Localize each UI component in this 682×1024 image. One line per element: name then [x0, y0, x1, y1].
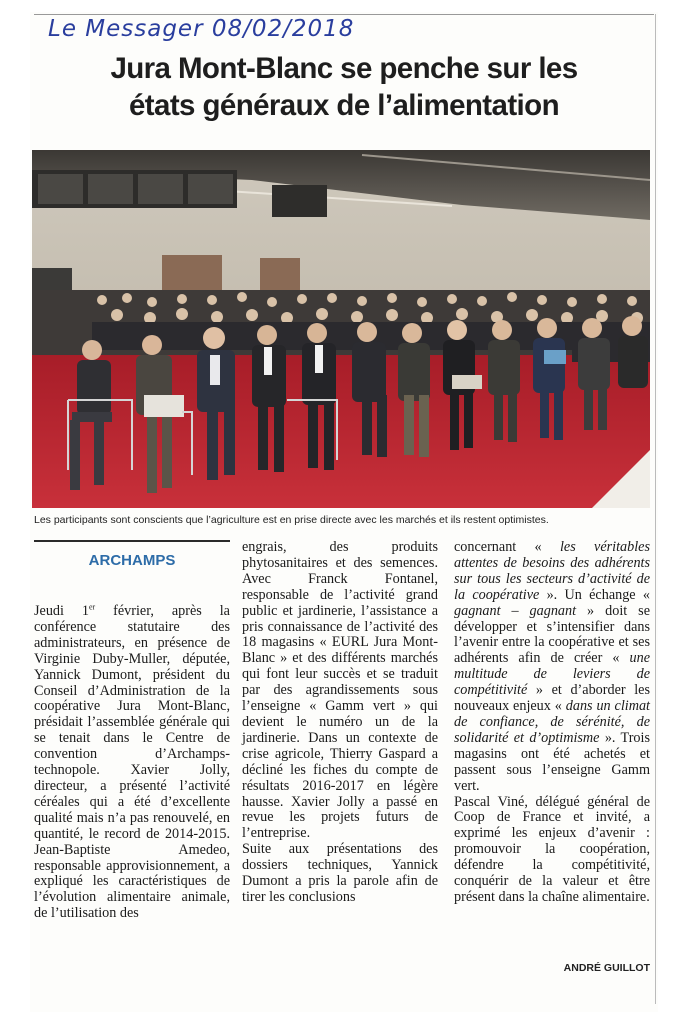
handwritten-source-note: Le Messager 08/02/2018 [48, 16, 355, 42]
article-headline [34, 50, 654, 124]
clipping-right-edge [655, 14, 656, 1004]
article-column-3 [454, 540, 650, 906]
article-author: ANDRÉ GUILLOT [563, 962, 650, 974]
article-column-2 [242, 540, 438, 906]
col3-paragraph-2: Pascal Viné, délégué général de Coop de France et invité, a exprimé les enjeux d’avenir : promouvoir la coopération, défendre la compétitivité, conquérir de la valeur et être présent dans la chaîne alimentaire. [454, 793, 650, 905]
clipping-top-edge [34, 14, 654, 15]
col3-paragraph-1: concernant « les véritables attentes de besoins des adhérents sur tous les secteurs d’activité de la coopérative ». Un échange « gagnant – gagnant » doit se développer et s’intensifier dans l’avenir entre la coopérative et ses adhérents afin de créer « une multitude de leviers de compétitivité » et d’aborder les nouveaux enjeux « dans un climat de confiance, de sérénité, de solidarité et d’optimisme ». Trois magasins ont été achetés et passent sous l’enseigne Gamm vert. [454, 539, 651, 794]
col2-paragraph-2: Suite aux présentations des dossiers techniques, Yannick Dumont a pris la parole afin de tirer les conclusions [242, 841, 438, 905]
photo-caption: Les participants sont conscients que l’agriculture est en prise directe avec les marchés et ils restent optimistes. [34, 514, 549, 526]
conference-photo [32, 150, 650, 508]
headline-line-1: Jura Mont-Blanc se penche sur les [110, 52, 578, 85]
col2-paragraph-1: engrais, des produits phytosanitaires et des semences. Avec Franck Fontanel, responsable de l’activité grand public et jardinerie, l’assistance a pris connaissance de l’activité des 18 magasins « EURL Jura Mont-Blanc » et des différents marchés qui font leur succès et se traduit par des agrandissements sous l’enseigne « Gamm vert » qui devient le numéro un de la jardinerie. Dans un contexte de crise agricole, Thierry Gaspard a décliné les fiches du compte de résultats 2016-2017 en légère hausse. Xavier Jolly a passé en revue les projets futurs de l’entreprise. [242, 539, 438, 842]
headline-line-2: états généraux de l’alimentation [129, 89, 559, 122]
col1-paragraph: Jeudi 1er février, après la conférence statutaire des administrateurs, en présence de Virginie Duby-Muller, députée, Yannick Dumont, président du Conseil d’Administration de la coopérative Jura Mont-Blanc, présidait l’assemblée générale qui se tenait dans le Centre de convention d’Archamps-technopole. Xavier Jolly, directeur, a présenté l’activité céréales qui a été d’excellente qualité mais n’a pas renouvelé, en quantité, le record de 2014-2015. Jean-Baptiste Amedeo, responsable approvisionnement, a expliqué les caractéristiques de l’évolution alimentaire animale, de l’utilisation des [34, 602, 230, 922]
section-header [34, 540, 230, 570]
section-label: ARCHAMPS [88, 552, 176, 569]
article-column-1 [34, 540, 230, 922]
